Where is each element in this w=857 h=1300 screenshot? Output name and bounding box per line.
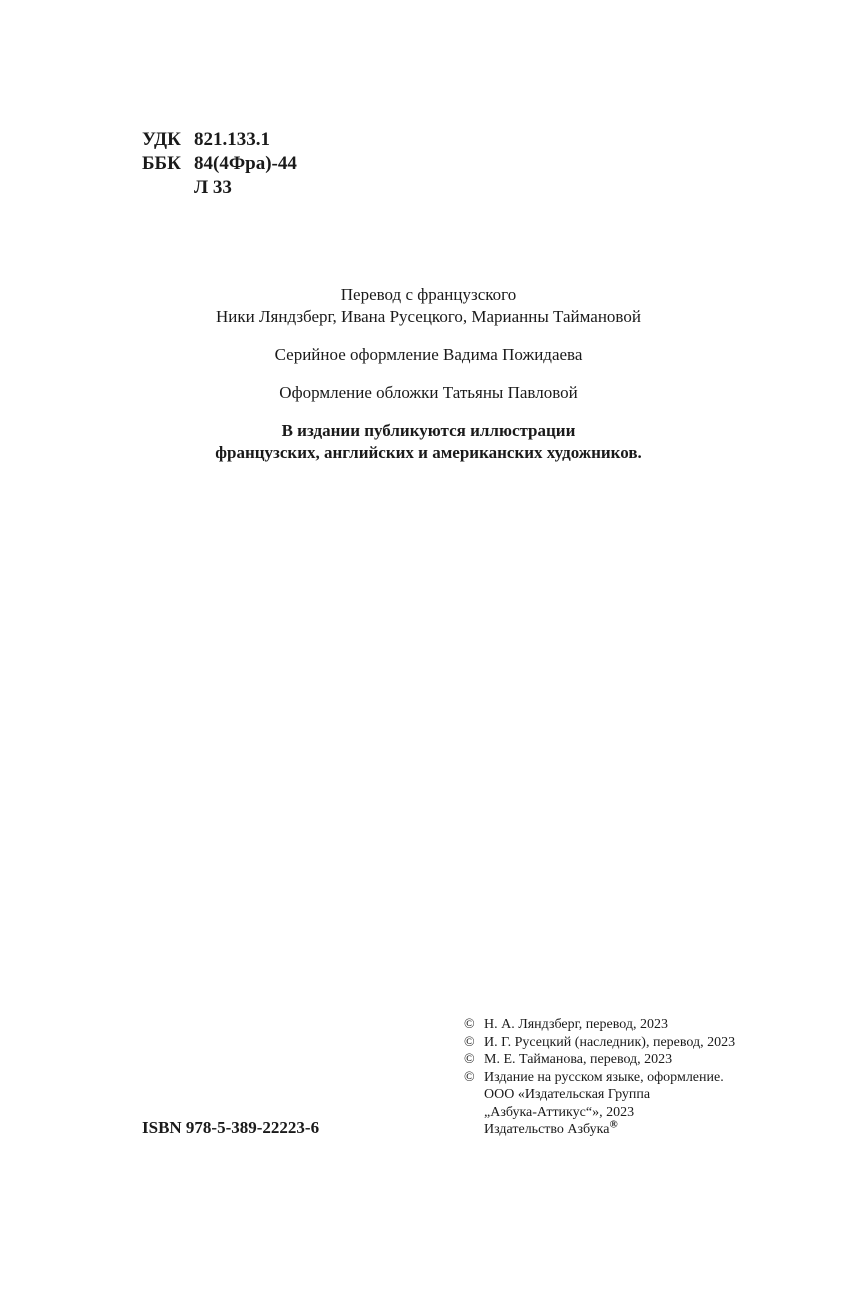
illustrations-line-2: французских, английских и американских художников. — [215, 443, 642, 462]
bbk-label: ББК — [142, 153, 181, 174]
copyright-text: „Азбука-Аттикус“», 2023 — [484, 1104, 635, 1120]
copyright-icon: © — [464, 1034, 475, 1050]
illustrations-line-1: В издании публикуются иллюстрации — [281, 421, 576, 440]
copyright-text: Н. А. Ляндзберг, перевод, 2023 — [484, 1017, 668, 1032]
registered-trademark-icon: ® — [609, 1118, 618, 1131]
publisher-name: Издательство Азбука — [484, 1122, 610, 1137]
copyright-row — [464, 1118, 735, 1139]
copyright-icon: © — [464, 1017, 475, 1032]
copyright-row — [464, 1051, 735, 1069]
isbn: ISBN 978-5-389-22223-6 — [142, 1118, 320, 1137]
copyright-icon: © — [464, 1069, 475, 1085]
copyright-text: Издание на русском языке, оформление. — [484, 1069, 724, 1085]
cover-design-credit — [0, 382, 857, 404]
udk-value: 821.133.1 — [194, 129, 270, 150]
series-design-line: Серийное оформление Вадима Пожидаева — [274, 345, 583, 364]
copyright-row — [464, 1016, 735, 1034]
copyright-icon: © — [464, 1052, 475, 1067]
bbk-row — [142, 152, 297, 176]
cover-design-line: Оформление обложки Татьяны Павловой — [279, 383, 578, 402]
author-mark: Л 33 — [194, 177, 232, 198]
bbk-value: 84(4Фра)-44 — [194, 153, 297, 174]
copyright-row — [464, 1069, 735, 1087]
copyright-block — [464, 1016, 735, 1139]
translation-credit — [0, 284, 857, 328]
udk-label: УДК — [142, 129, 181, 150]
translation-line-1: Перевод с французского — [340, 285, 517, 304]
udk-row — [142, 128, 297, 152]
copyright-row — [464, 1104, 735, 1122]
copyright-text: И. Г. Русецкий (наследник), перевод, 2023 — [484, 1034, 736, 1050]
series-design-credit — [0, 344, 857, 366]
illustrations-note — [0, 420, 857, 464]
copyright-row — [464, 1086, 735, 1104]
publisher-line — [484, 1118, 735, 1139]
copyright-row — [464, 1034, 735, 1052]
classification-block — [142, 128, 297, 200]
copyright-text: ООО «Издательская Группа — [484, 1087, 651, 1102]
credits-block — [0, 284, 857, 480]
copyright-text: М. Е. Тайманова, перевод, 2023 — [484, 1052, 673, 1067]
translation-line-2: Ники Ляндзберг, Ивана Русецкого, Марианны Таймановой — [216, 307, 641, 326]
